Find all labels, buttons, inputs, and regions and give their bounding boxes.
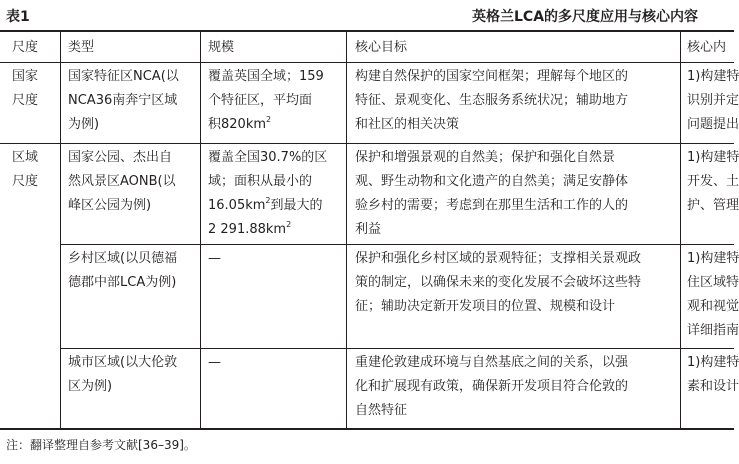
cell-content: 问题提出 bbox=[687, 117, 739, 132]
cell-goal: 自然特征 bbox=[355, 403, 408, 418]
cell-type: 区为例) bbox=[68, 379, 113, 394]
cell-content: 住区域特 bbox=[687, 275, 739, 290]
cell-content: 护、管理 bbox=[687, 198, 739, 213]
cell-type: 城市区域(以大伦敦 bbox=[68, 355, 178, 370]
column-divider bbox=[346, 32, 347, 428]
table-note: 注：翻译整理自参考文献[36–39]。 bbox=[6, 438, 196, 452]
cell-type: 为例) bbox=[68, 117, 100, 132]
header-scale: 尺度 bbox=[12, 40, 39, 55]
cell-size: — bbox=[208, 355, 221, 370]
cell-type: 峰区公园为例) bbox=[68, 198, 152, 213]
table-caption-title: 英格兰LCA的多尺度应用与核心内容 bbox=[472, 9, 699, 25]
cell-goal: 征；辅助决定新开发项目的位置、规模和设计 bbox=[355, 299, 616, 314]
table-top-rule bbox=[0, 30, 734, 32]
cell-type: 德郡中部LCA为例) bbox=[68, 275, 177, 290]
cell-goal: 重建伦敦建成环境与自然基底之间的关系，以强 bbox=[355, 355, 629, 370]
header-type: 类型 bbox=[68, 40, 95, 55]
cell-goal: 构建自然保护的国家空间框架；理解每个地区的 bbox=[355, 69, 629, 84]
cell-goal: 和社区的相关决策 bbox=[355, 117, 460, 132]
row-divider bbox=[0, 143, 734, 144]
header-content: 核心内 bbox=[687, 40, 727, 55]
cell-content: 开发、土 bbox=[687, 174, 739, 189]
cell-size: 个特征区，平均面 bbox=[208, 93, 313, 108]
table-bottom-rule bbox=[0, 428, 734, 430]
cell-goal: 保护和强化乡村区域的景观特征；支撑相关景观政 bbox=[355, 251, 642, 266]
cell-size: 域；面积从最小的 bbox=[208, 174, 313, 189]
cell-goal: 观、野生动物和文化遗产的自然美；满足安静体 bbox=[355, 174, 629, 189]
header-goal: 核心目标 bbox=[355, 40, 408, 55]
row-divider bbox=[60, 244, 734, 245]
cell-size: 覆盖英国全域；159 bbox=[208, 69, 324, 84]
table-caption-label: 表1 bbox=[6, 9, 30, 25]
cell-scale: 尺度 bbox=[12, 93, 39, 108]
cell-content: 素和设计 bbox=[687, 379, 739, 394]
cell-type: 乡村区域(以贝德福 bbox=[68, 251, 178, 266]
column-divider bbox=[60, 32, 61, 428]
cell-scale: 尺度 bbox=[12, 174, 39, 189]
cell-type: 国家特征区NCA(以 bbox=[68, 69, 179, 84]
cell-size: $16.05km^2$到最大的 bbox=[208, 196, 323, 213]
cell-size: 2 $291.88km^2$ bbox=[208, 220, 292, 237]
cell-goal: 保护和增强景观的自然美；保护和强化自然景 bbox=[355, 150, 616, 165]
table-header-rule bbox=[0, 62, 734, 63]
cell-size: 覆盖全国30.7%的区 bbox=[208, 150, 328, 165]
cell-content: 1)构建特 bbox=[687, 251, 739, 266]
header-size: 规模 bbox=[208, 40, 235, 55]
cell-goal: 验乡村的需要；考虑到在那里生活和工作的人的 bbox=[355, 198, 629, 213]
cell-size: 积$820km^2$ bbox=[208, 115, 272, 132]
cell-type: 然风景区AONB(以 bbox=[68, 174, 176, 189]
cell-content: 观和视觉 bbox=[687, 299, 739, 314]
cell-type: NCA36南奔宁区域 bbox=[68, 93, 178, 108]
cell-size: — bbox=[208, 251, 221, 266]
cell-goal: 策的制定，以确保未来的变化发展不会破坏这些特 bbox=[355, 275, 642, 290]
cell-type: 国家公园、杰出自 bbox=[68, 150, 173, 165]
cell-content: 1)构建特 bbox=[687, 150, 739, 165]
cell-content: 识别并定 bbox=[687, 93, 739, 108]
column-divider bbox=[680, 32, 681, 428]
cell-goal: 化和扩展现有政策，确保新开发项目符合伦敦的 bbox=[355, 379, 629, 394]
cell-content: 1)构建特 bbox=[687, 355, 739, 370]
cell-goal: 利益 bbox=[355, 222, 382, 237]
cell-scale: 区域 bbox=[12, 150, 39, 165]
cell-goal: 特征、景观变化、生态服务系统状况；辅助地方 bbox=[355, 93, 629, 108]
row-divider bbox=[60, 348, 734, 349]
cell-content: 1)构建特 bbox=[687, 69, 739, 84]
cell-content: 详细指南 bbox=[687, 323, 739, 338]
column-divider bbox=[200, 32, 201, 428]
cell-scale: 国家 bbox=[12, 69, 39, 84]
